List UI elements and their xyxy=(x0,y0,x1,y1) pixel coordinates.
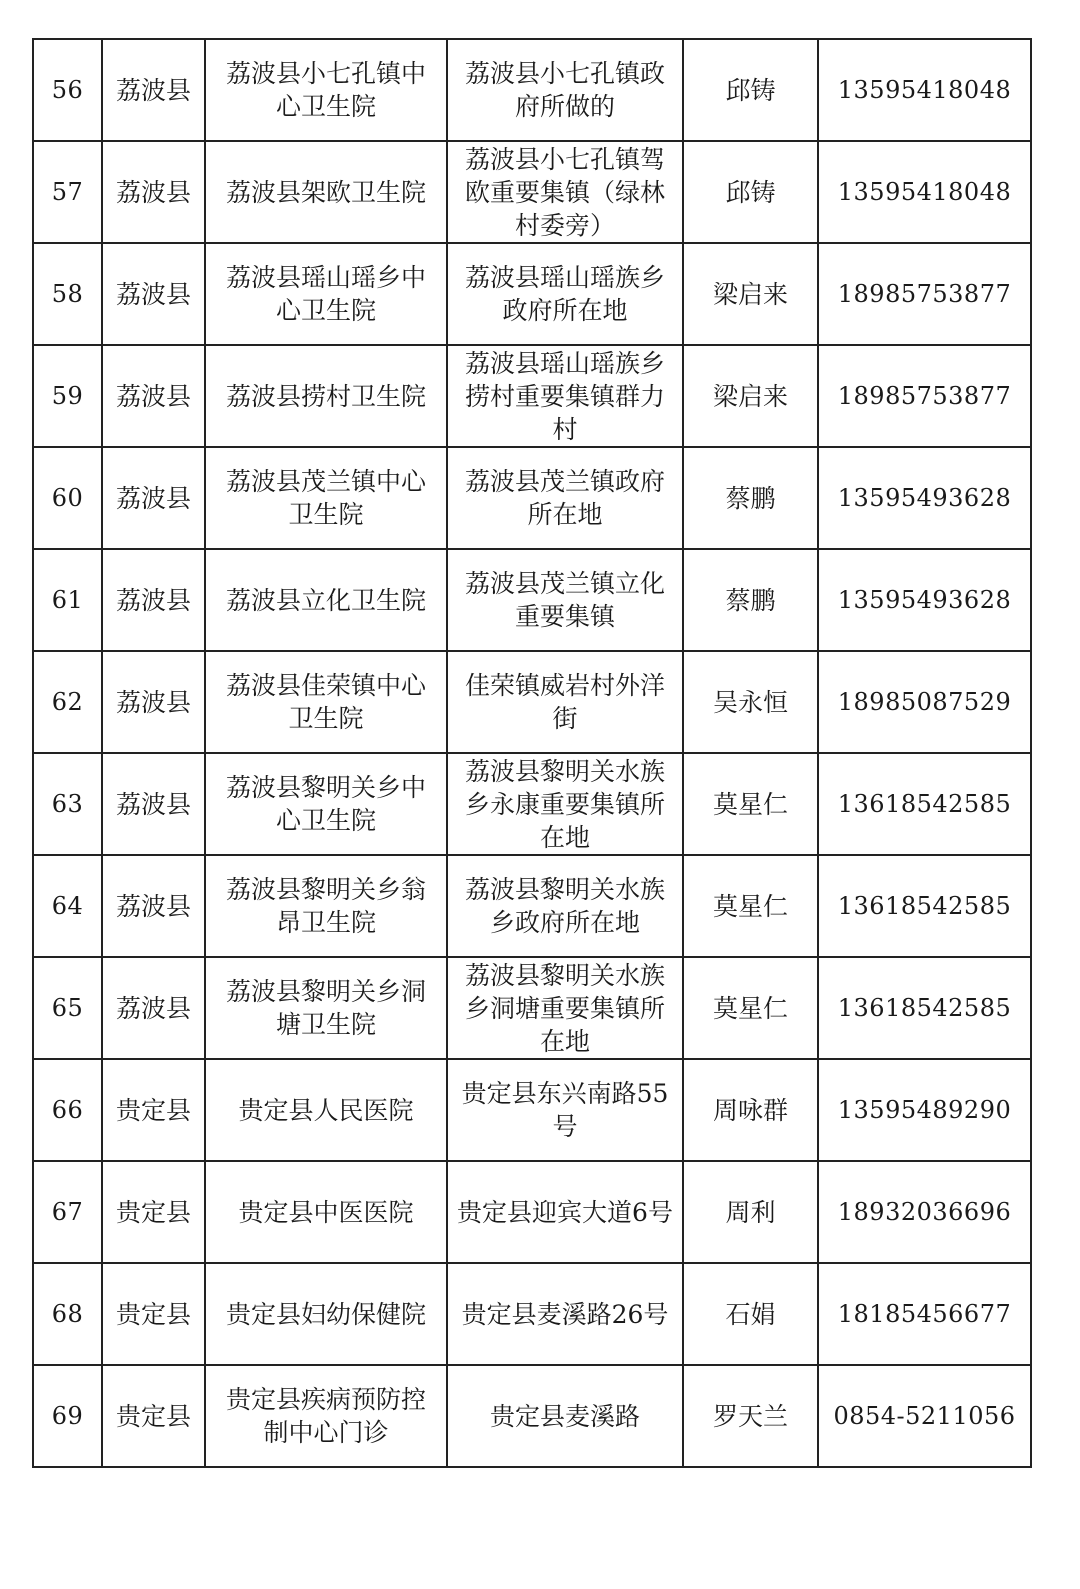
contact-cell: 莫星仁 xyxy=(683,753,818,855)
contact-cell: 罗天兰 xyxy=(683,1365,818,1467)
institution-cell: 荔波县立化卫生院 xyxy=(205,549,447,651)
clinic-table xyxy=(32,38,1032,1468)
institution-cell: 荔波县佳荣镇中心卫生院 xyxy=(205,651,447,753)
row-number: 58 xyxy=(33,243,102,345)
phone-cell: 13595493628 xyxy=(818,549,1031,651)
county-cell: 荔波县 xyxy=(102,39,205,141)
county-cell: 荔波县 xyxy=(102,243,205,345)
row-number: 63 xyxy=(33,753,102,855)
phone-cell: 18985753877 xyxy=(818,345,1031,447)
contact-cell: 邱铸 xyxy=(683,141,818,243)
institution-cell: 荔波县捞村卫生院 xyxy=(205,345,447,447)
table-row xyxy=(33,957,1031,1059)
row-number: 68 xyxy=(33,1263,102,1365)
county-cell: 贵定县 xyxy=(102,1059,205,1161)
contact-cell: 蔡鹏 xyxy=(683,549,818,651)
phone-cell: 18932036696 xyxy=(818,1161,1031,1263)
table-row xyxy=(33,243,1031,345)
contact-cell: 吴永恒 xyxy=(683,651,818,753)
table-row xyxy=(33,345,1031,447)
address-cell: 荔波县茂兰镇立化重要集镇 xyxy=(447,549,683,651)
row-number: 64 xyxy=(33,855,102,957)
county-cell: 荔波县 xyxy=(102,957,205,1059)
table-row xyxy=(33,39,1031,141)
contact-cell: 莫星仁 xyxy=(683,957,818,1059)
address-cell: 荔波县瑶山瑶族乡捞村重要集镇群力村 xyxy=(447,345,683,447)
county-cell: 贵定县 xyxy=(102,1263,205,1365)
table-row xyxy=(33,1161,1031,1263)
county-cell: 荔波县 xyxy=(102,549,205,651)
phone-cell: 18985087529 xyxy=(818,651,1031,753)
contact-cell: 石娟 xyxy=(683,1263,818,1365)
table-row xyxy=(33,753,1031,855)
address-cell: 荔波县黎明关水族乡永康重要集镇所在地 xyxy=(447,753,683,855)
row-number: 69 xyxy=(33,1365,102,1467)
address-cell: 荔波县黎明关水族乡政府所在地 xyxy=(447,855,683,957)
row-number: 61 xyxy=(33,549,102,651)
row-number: 57 xyxy=(33,141,102,243)
contact-cell: 梁启来 xyxy=(683,243,818,345)
row-number: 65 xyxy=(33,957,102,1059)
county-cell: 荔波县 xyxy=(102,651,205,753)
county-cell: 荔波县 xyxy=(102,753,205,855)
address-cell: 荔波县黎明关水族乡洞塘重要集镇所在地 xyxy=(447,957,683,1059)
phone-cell: 13618542585 xyxy=(818,957,1031,1059)
address-cell: 佳荣镇威岩村外洋街 xyxy=(447,651,683,753)
county-cell: 荔波县 xyxy=(102,447,205,549)
county-cell: 荔波县 xyxy=(102,345,205,447)
phone-cell: 13595489290 xyxy=(818,1059,1031,1161)
contact-cell: 莫星仁 xyxy=(683,855,818,957)
phone-cell: 13595418048 xyxy=(818,141,1031,243)
contact-cell: 邱铸 xyxy=(683,39,818,141)
table-row xyxy=(33,651,1031,753)
row-number: 67 xyxy=(33,1161,102,1263)
institution-cell: 荔波县架欧卫生院 xyxy=(205,141,447,243)
table-row xyxy=(33,855,1031,957)
contact-cell: 蔡鹏 xyxy=(683,447,818,549)
phone-cell: 13595418048 xyxy=(818,39,1031,141)
address-cell: 荔波县小七孔镇政府所做的 xyxy=(447,39,683,141)
address-cell: 贵定县麦溪路 xyxy=(447,1365,683,1467)
institution-cell: 贵定县疾病预防控制中心门诊 xyxy=(205,1365,447,1467)
phone-cell: 18985753877 xyxy=(818,243,1031,345)
table-row xyxy=(33,447,1031,549)
table-row xyxy=(33,549,1031,651)
table-row xyxy=(33,1263,1031,1365)
contact-cell: 周咏群 xyxy=(683,1059,818,1161)
contact-cell: 梁启来 xyxy=(683,345,818,447)
county-cell: 贵定县 xyxy=(102,1161,205,1263)
row-number: 60 xyxy=(33,447,102,549)
institution-cell: 贵定县中医医院 xyxy=(205,1161,447,1263)
address-cell: 荔波县小七孔镇驾欧重要集镇（绿林村委旁） xyxy=(447,141,683,243)
row-number: 62 xyxy=(33,651,102,753)
institution-cell: 荔波县黎明关乡翁昂卫生院 xyxy=(205,855,447,957)
phone-cell: 0854-5211056 xyxy=(818,1365,1031,1467)
institution-cell: 荔波县黎明关乡中心卫生院 xyxy=(205,753,447,855)
address-cell: 贵定县麦溪路26号 xyxy=(447,1263,683,1365)
address-cell: 贵定县迎宾大道6号 xyxy=(447,1161,683,1263)
institution-cell: 荔波县小七孔镇中心卫生院 xyxy=(205,39,447,141)
institution-cell: 荔波县瑶山瑶乡中心卫生院 xyxy=(205,243,447,345)
row-number: 56 xyxy=(33,39,102,141)
institution-cell: 荔波县茂兰镇中心卫生院 xyxy=(205,447,447,549)
phone-cell: 13595493628 xyxy=(818,447,1031,549)
phone-cell: 13618542585 xyxy=(818,753,1031,855)
contact-cell: 周利 xyxy=(683,1161,818,1263)
institution-cell: 贵定县妇幼保健院 xyxy=(205,1263,447,1365)
county-cell: 荔波县 xyxy=(102,855,205,957)
address-cell: 贵定县东兴南路55号 xyxy=(447,1059,683,1161)
table-row xyxy=(33,1059,1031,1161)
county-cell: 贵定县 xyxy=(102,1365,205,1467)
institution-cell: 贵定县人民医院 xyxy=(205,1059,447,1161)
county-cell: 荔波县 xyxy=(102,141,205,243)
address-cell: 荔波县瑶山瑶族乡政府所在地 xyxy=(447,243,683,345)
row-number: 59 xyxy=(33,345,102,447)
phone-cell: 13618542585 xyxy=(818,855,1031,957)
table-row xyxy=(33,1365,1031,1467)
row-number: 66 xyxy=(33,1059,102,1161)
phone-cell: 18185456677 xyxy=(818,1263,1031,1365)
table-row xyxy=(33,141,1031,243)
address-cell: 荔波县茂兰镇政府所在地 xyxy=(447,447,683,549)
institution-cell: 荔波县黎明关乡洞塘卫生院 xyxy=(205,957,447,1059)
